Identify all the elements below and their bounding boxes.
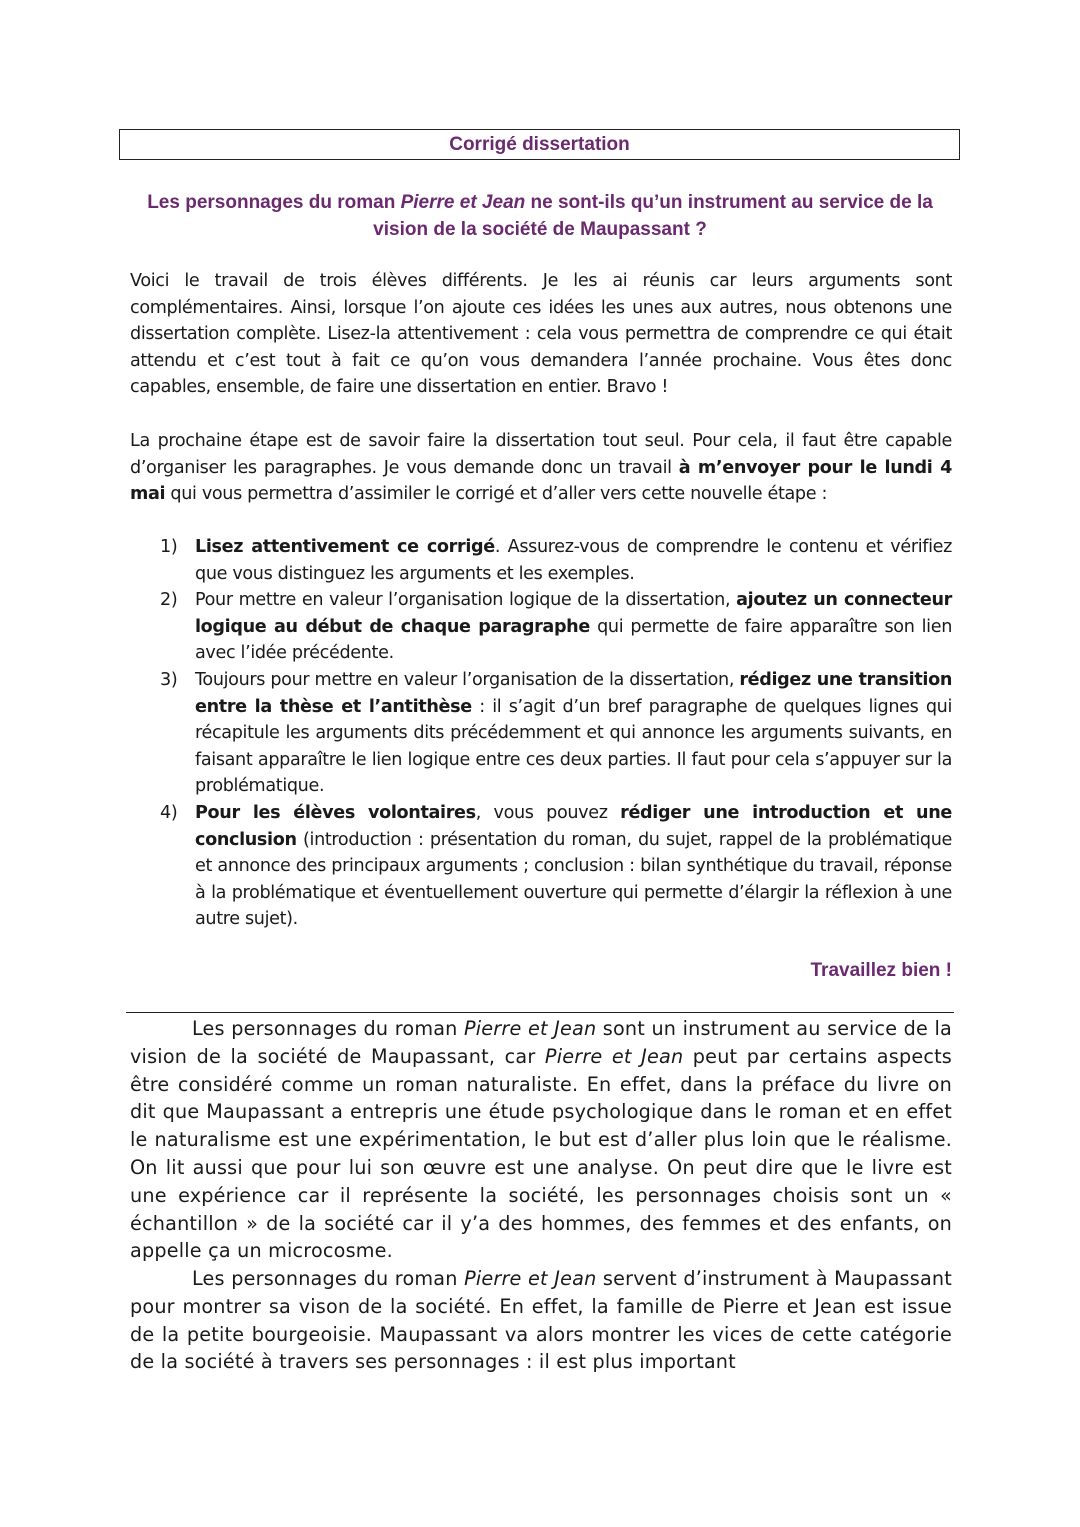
work-title: Pierre et Jean — [400, 192, 526, 213]
divider — [126, 1012, 954, 1013]
list-item: 4) Pour les élèves volontaires, vous pouvez rédiger une introduction et une conclusion (introduction : présentation du roman, du sujet, rappel de la problématique et annonce des principaux arguments ; conclusion : bilan synthétique du travail, réponse à la problématique et éventuellement ouverture qui permette d’élargir la réflexion à une autre sujet). — [160, 802, 952, 930]
signoff: Travaillez bien ! — [810, 960, 952, 981]
document-title — [119, 129, 960, 160]
list-item: 1) Lisez attentivement ce corrigé. Assurez-vous de comprendre le contenu et vérifiez que vous distinguez les arguments et les exemples. — [160, 537, 952, 584]
list-item: 3) Toujours pour mettre en valeur l’organisation de la dissertation, rédigez une transition entre la thèse et l’antithèse : il s’agit d’un bref paragraphe de quelques lignes qui récapitule les arguments dits précédemment et qui annonce les arguments suivants, en faisant apparaître le lien logique entre ces deux parties. Il faut pour cela s’appuyer sur la problématique. — [160, 669, 952, 797]
dissertation-question: Les personnages du roman Pierre et Jean ne sont-ils qu’un instrument au service de la vision de la société de Maupassant ? — [147, 192, 933, 240]
student-paragraph-1: Les personnages du roman Pierre et Jean sont un instrument au service de la vision de la société de Maupassant, car Pierre et Jean peut par certains aspects être considéré comme un roman naturaliste. En effet, dans la préface du livre on dit que Maupassant a entrepris une étude psychologique dans le roman et en effet le naturalisme est une expérimentation, le but est d’aller plus loin que le réalisme. On lit aussi que pour lui son œuvre est une analyse. On peut dire que le livre est une expérience car il représente la société, les personnages choisis sont un « échantillon » de la société car il y’a des hommes, des femmes et des enfants, on appelle ça un microcosme. — [130, 1017, 952, 1263]
instruction-list — [160, 534, 952, 933]
document-title-text: Corrigé dissertation — [449, 133, 630, 155]
intro-paragraph-1: Voici le travail de trois élèves différents. Je les ai réunis car leurs arguments sont complémentaires. Ainsi, lorsque l’on ajoute ces idées les unes aux autres, nous obtenons une dissertation complète. Lisez-la attentivement : cela vous permettra de comprendre ce qui était attendu et c’est tout à fait ce qu’on vous demandera l’année prochaine. Vous êtes donc capables, ensemble, de faire une dissertation en entier. Bravo ! — [130, 271, 952, 398]
deadline: à m’envoyer pour le lundi 4 mai — [130, 457, 953, 505]
intro-paragraph-2: La prochaine étape est de savoir faire la dissertation tout seul. Pour cela, il faut être capable d’organiser les paragraphes. Je vous demande donc un travail à m’envoyer pour le lundi 4 mai qui vous permettra d’assimiler le corrigé et d’aller vers cette nouvelle étape : — [130, 431, 953, 505]
student-paragraph-2: Les personnages du roman Pierre et Jean servent d’instrument à Maupassant pour montrer sa vison de la société. En effet, la famille de Pierre et Jean est issue de la petite bourgeoisie. Maupassant va alors montrer les vices de cette catégorie de la société à travers ses personnages : il est plus important — [130, 1267, 952, 1374]
list-item: 2) Pour mettre en valeur l’organisation logique de la dissertation, ajoutez un connecteur logique au début de chaque paragraphe qui permette de faire apparaître son lien avec l’idée précédente. — [160, 590, 952, 664]
